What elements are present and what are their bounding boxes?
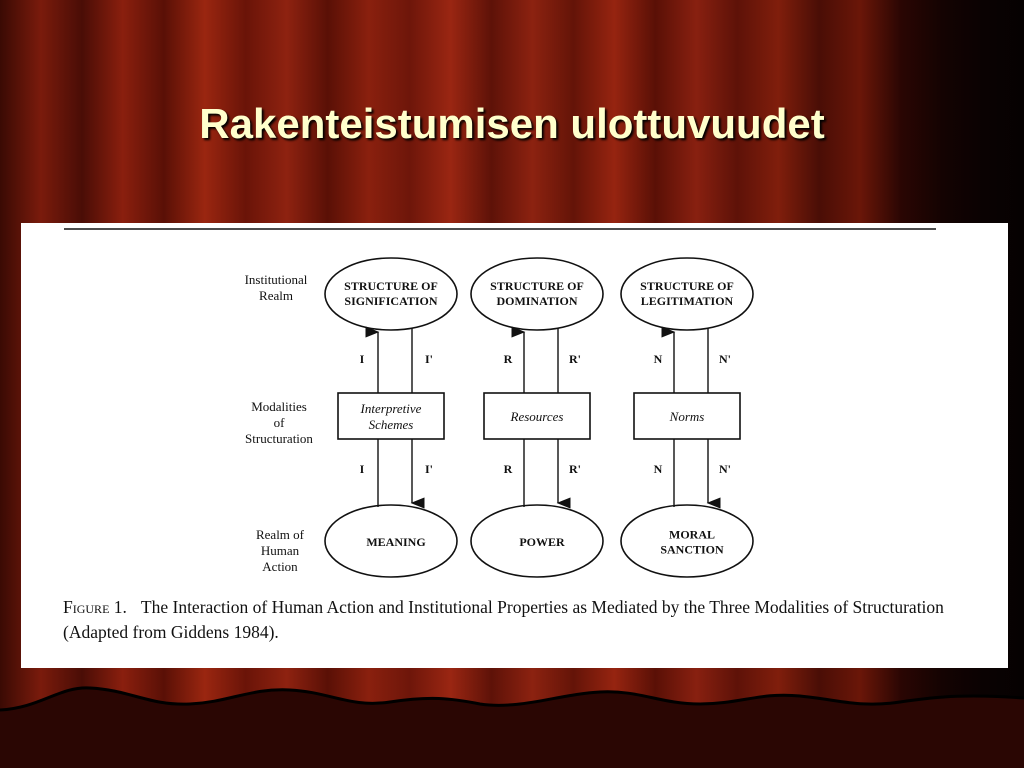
arrow-label: I' bbox=[424, 462, 434, 476]
slide-title: Rakenteistumisen ulottuvuudet bbox=[199, 100, 825, 148]
structure-label: STRUCTURE OF bbox=[344, 279, 438, 293]
arrow-label: N' bbox=[719, 352, 731, 366]
svg-text:Action: Action bbox=[262, 559, 298, 574]
arrow-label: R' bbox=[569, 352, 581, 366]
column-1 bbox=[325, 258, 457, 577]
arrow-label: R bbox=[503, 352, 513, 366]
structure-label: LEGITIMATION bbox=[640, 294, 734, 308]
modality-label: Resources bbox=[510, 409, 564, 424]
modality-label: Norms bbox=[669, 409, 705, 424]
modality-box bbox=[338, 393, 444, 439]
figure-caption bbox=[63, 595, 963, 645]
human-action-label: MORAL bbox=[669, 527, 715, 542]
arrow-label: N bbox=[653, 462, 663, 476]
curtain-bottom-drape bbox=[0, 668, 1024, 768]
modality-label: Schemes bbox=[368, 417, 414, 432]
figure-panel bbox=[21, 223, 1008, 668]
row-label-human bbox=[256, 527, 305, 574]
structuration-diagram bbox=[21, 223, 1008, 593]
arrow-label: N' bbox=[719, 462, 731, 476]
svg-text:Structuration: Structuration bbox=[245, 431, 313, 446]
svg-text:Realm: Realm bbox=[259, 288, 293, 303]
structure-label: STRUCTURE OF bbox=[490, 279, 584, 293]
row-label-modalities bbox=[245, 399, 313, 446]
svg-text:Institutional: Institutional bbox=[244, 272, 308, 287]
modality-label: Interpretive bbox=[360, 401, 422, 416]
structure-label: STRUCTURE OF bbox=[640, 279, 734, 293]
arrow-label: I bbox=[359, 462, 365, 476]
arrow-label: R' bbox=[569, 462, 581, 476]
svg-text:of: of bbox=[273, 415, 285, 430]
row-label-institutional bbox=[245, 272, 308, 303]
column-2 bbox=[471, 258, 603, 577]
column-3 bbox=[621, 258, 753, 577]
structure-label: SIGNIFICATION bbox=[344, 294, 438, 308]
svg-text:Modalities: Modalities bbox=[251, 399, 307, 414]
figure-caption-text: The Interaction of Human Action and Institutional Properties as Mediated by the Three Modalities of Structuration (Adapted from Giddens 1984). bbox=[63, 597, 944, 642]
arrow-label: I bbox=[359, 352, 365, 366]
human-action-label: POWER bbox=[519, 535, 565, 549]
svg-text:Human: Human bbox=[260, 543, 300, 558]
svg-text:Realm of: Realm of bbox=[255, 527, 305, 542]
arrow-label: I' bbox=[424, 352, 434, 366]
arrow-label: R bbox=[503, 462, 513, 476]
figure-number: Figure 1. bbox=[63, 597, 127, 617]
arrow-label: N bbox=[653, 352, 663, 366]
structure-label: DOMINATION bbox=[496, 294, 578, 308]
human-action-label: SANCTION bbox=[660, 542, 724, 557]
human-action-label: MEANING bbox=[366, 535, 426, 549]
